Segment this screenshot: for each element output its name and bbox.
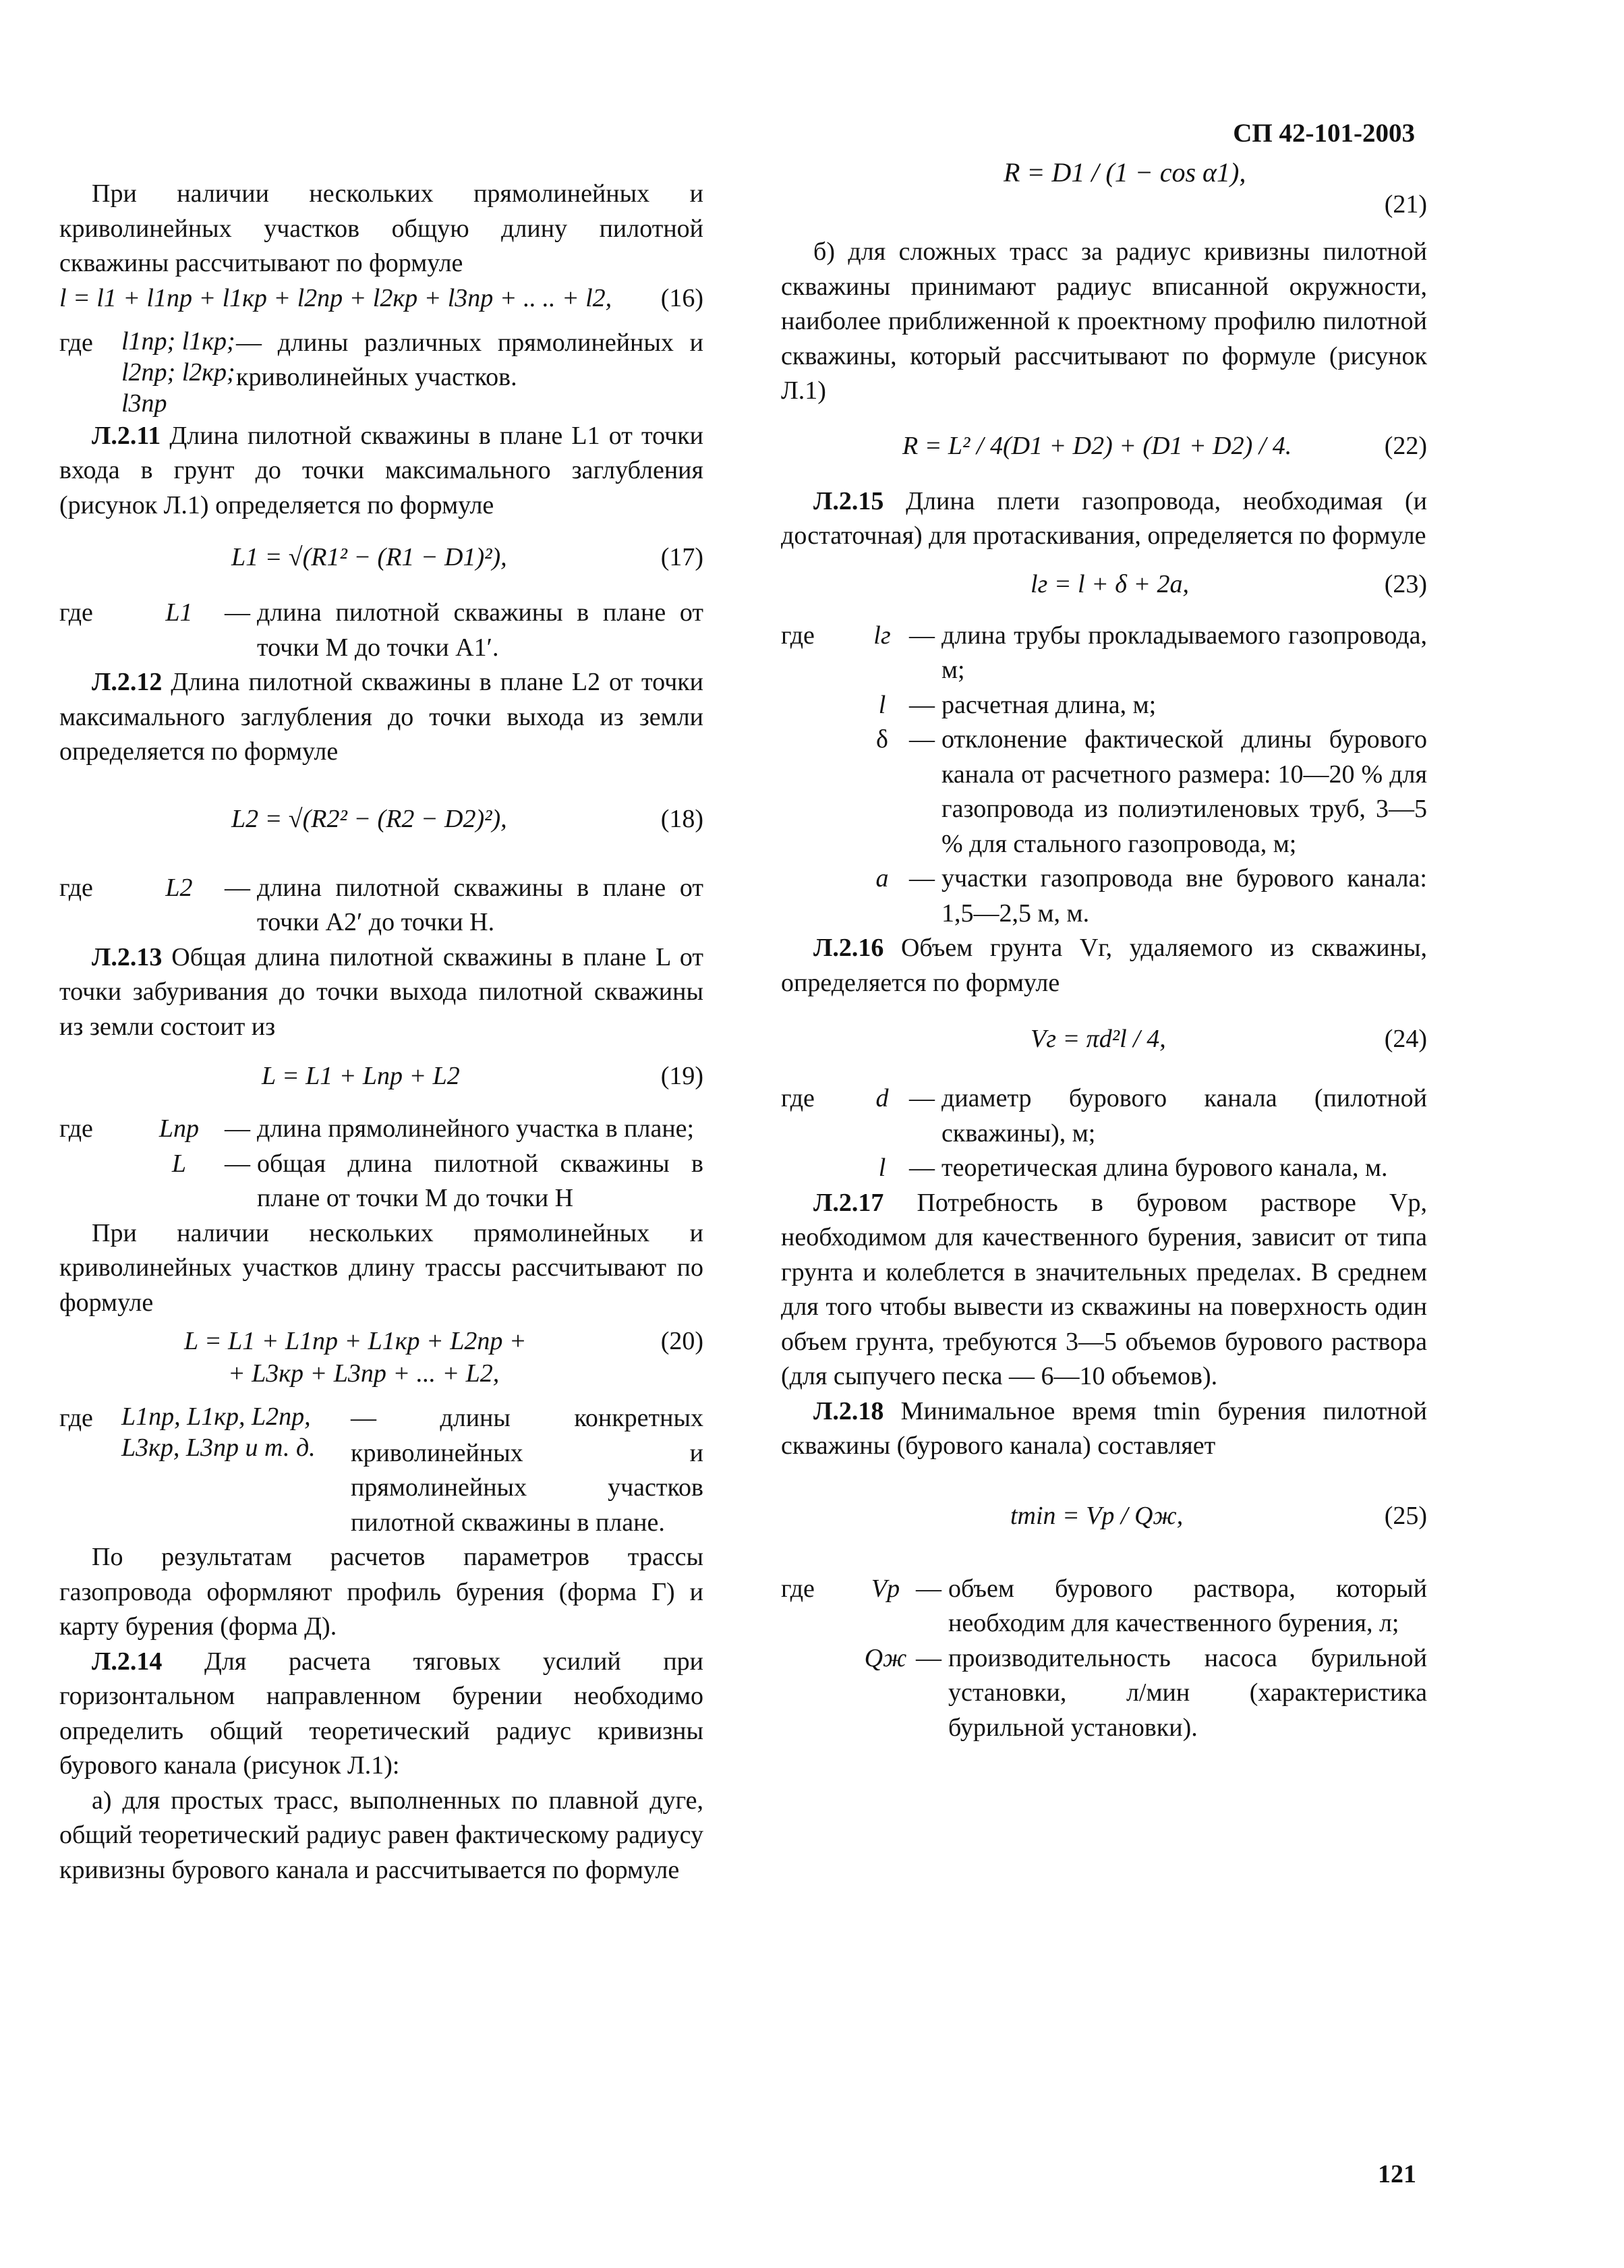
formula-number: (20) [660, 1327, 703, 1355]
where-text: объем бурового раствора, который необходим для качественного бурения, л; [948, 1574, 1427, 1637]
where-block: где lг — длина трубы прокладываемого газопровода, м; [781, 619, 1427, 688]
formula-text-line1: L = L1 + L1пр + L1кр + L2пр + [184, 1327, 527, 1355]
clause-number: Л.2.18 [813, 1396, 884, 1425]
paragraph [781, 1394, 1427, 1464]
left-column [59, 177, 703, 1888]
formula-number: (16) [660, 283, 703, 312]
where-block: l — теоретическая длина бурового канала, м. [781, 1151, 1427, 1186]
where-block: L — общая длина пилотной скважины в плане от точки M до точки H [59, 1147, 703, 1216]
where-label: где [59, 1404, 93, 1432]
where-text: длина пилотной скважины в плане от точки A2′ до точки H. [257, 873, 703, 936]
clause-number: Л.2.16 [813, 934, 884, 962]
clause-text: Потребность в буровом растворе Vр, необходимом для качественного бурения, зависит от типа грунта и колеблется в значительных пределах. В среднем для того чтобы вывести из скважины на поверхность один объем грунта, требуются 3—5 объемов бурового раствора (для сыпучего песка — 6—10 объемов). [781, 1188, 1427, 1390]
where-symbol: Qж [864, 1643, 907, 1672]
formula-16 [59, 281, 703, 326]
formula-20 [59, 1320, 703, 1401]
formula-text-line2: + L3кр + L3пр + ... + L2, [228, 1359, 500, 1388]
where-text: производительность насоса бурильной установки, л/мин (характеристика бурильной установки). [948, 1643, 1427, 1742]
clause-text: Общая длина пилотной скважины в плане L от точки забуривания до точки выхода пилотной скважины из земли состоит из [59, 942, 703, 1041]
formula-25 [781, 1464, 1427, 1572]
where-label: где [781, 1574, 815, 1603]
where-symbol: a [875, 864, 889, 892]
paragraph [59, 1645, 703, 1784]
page-header: СП 42-101-2003 [1233, 119, 1415, 148]
where-symbol: d [875, 1084, 889, 1112]
clause-text: Для расчета тяговых усилий при горизонтальном направленном бурении необходимо определить общий теоретический радиус кривизны бурового канала (рисунок Л.1): [59, 1647, 703, 1780]
formula-text: L1 = √(R1² − (R1 − D1)²), [231, 543, 507, 571]
where-symbol: δ [876, 725, 888, 754]
where-symbol: L2 [165, 873, 193, 902]
where-text: — длины различных прямолинейных и криволинейных участков. [236, 328, 703, 391]
formula-text: R = L² / 4(D1 + D2) + (D1 + D2) / 4. [902, 431, 1292, 460]
where-block: где Lпр — длина прямолинейного участка в плане; [59, 1112, 703, 1147]
formula-number: (17) [660, 543, 703, 571]
paragraph [59, 419, 703, 523]
paragraph: б) для сложных трасс за радиус кривизны пилотной скважины принимают радиус вписанной окружности, наиболее приближенной к проектному профилю пилотной скважины, который рассчитывают по формуле (рисунок Л.1) [781, 237, 1427, 405]
paragraph: При наличии нескольких прямолинейных и криволинейных участков общую длину пилотной скважины рассчитывают по формуле [59, 179, 703, 277]
where-label: где [59, 598, 93, 627]
clause-text: Длина пилотной скважины в плане L1 от точки входа в грунт до точки максимального заглубления (рисунок Л.1) определяется по формуле [59, 421, 703, 519]
formula-number: (22) [1384, 431, 1427, 460]
paragraph [781, 484, 1427, 554]
formula-18 [59, 770, 703, 871]
where-block [59, 326, 703, 419]
where-block: где d — диаметр бурового канала (пилотной скважины), м; [781, 1081, 1427, 1151]
clause-number: Л.2.17 [813, 1188, 884, 1217]
where-symbol: l [878, 690, 886, 719]
paragraph [59, 665, 703, 770]
where-text: расчетная длина, м; [941, 690, 1157, 719]
where-block: δ — отклонение фактической длины бурового канала от расчетного размера: 10—20 % для газопровода из полиэтиленовых труб, 3—5 % для стального газопровода, м; [781, 722, 1427, 861]
formula-24 [781, 1000, 1427, 1081]
where-symbols: l1пр; l1кр; l2пр; l2кр; l3пр [121, 327, 235, 418]
formula-text: l = l1 + l1пр + l1кр + l2пр + l2кр + l3пр + .. .. + l2, [59, 283, 612, 312]
right-column [781, 157, 1428, 1745]
clause-number: Л.2.13 [92, 942, 163, 971]
where-block: где Vр — объем бурового раствора, который необходим для качественного бурения, л; [781, 1572, 1427, 1641]
formula-text: L2 = √(R2² − (R2 − D2)²), [231, 804, 507, 833]
formula-19 [59, 1044, 703, 1112]
where-block: где L1 — длина пилотной скважины в плане от точки М до точки A1′. [59, 596, 703, 665]
paragraph: По результатам расчетов параметров трассы газопровода оформляют профиль бурения (форма Г) и карту бурения (форма Д). [59, 1543, 703, 1641]
where-block: a — участки газопровода вне бурового канала: 1,5—2,5 м, м. [781, 861, 1427, 931]
clause-text: Длина плети газопровода, необходимая (и достаточная) для протаскивания, определяется по формуле [781, 486, 1428, 550]
where-block: l — расчетная длина, м; [781, 688, 1427, 723]
where-symbol: Vр [871, 1574, 900, 1603]
where-text: общая длина пилотной скважины в плане от точки M до точки H [257, 1149, 703, 1212]
paragraph [59, 940, 703, 1045]
formula-number: (18) [660, 804, 703, 833]
where-label: где [781, 1084, 815, 1112]
paragraph: При наличии нескольких прямолинейных и криволинейных участков длину трассы рассчитывают по формуле [59, 1218, 703, 1317]
where-symbol: lг [873, 621, 891, 650]
where-label: где [59, 873, 93, 902]
where-block [59, 1401, 703, 1540]
formula-17 [59, 523, 703, 596]
formula-text: L = L1 + Lпр + L2 [262, 1062, 460, 1090]
where-text: — длины конкретных криволинейных и прямолинейных участков пилотной скважины в плане. [351, 1404, 703, 1537]
clause-text: Минимальное время tmin бурения пилотной скважины (бурового канала) составляет [781, 1396, 1427, 1460]
where-symbol: l [878, 1154, 886, 1182]
formula-number: (19) [660, 1062, 703, 1090]
where-symbol: L1 [165, 598, 193, 627]
formula-number: (25) [1384, 1501, 1427, 1530]
formula-text: Vг = πd²l / 4, [1031, 1025, 1166, 1053]
formula-21 [781, 148, 1427, 235]
clause-text: Объем грунта Vг, удаляемого из скважины, определяется по формуле [781, 934, 1427, 997]
clause-number: Л.2.12 [92, 668, 163, 696]
formula-23 [781, 554, 1427, 619]
paragraph [781, 931, 1427, 1000]
where-text: участки газопровода вне бурового канала: 1,5—2,5 м, м. [941, 864, 1427, 928]
where-text: длина трубы прокладываемого газопровода, м; [941, 621, 1427, 684]
where-text: длина прямолинейного участка в плане; [257, 1114, 695, 1143]
where-label: где [59, 1114, 93, 1143]
formula-22 [781, 409, 1427, 484]
where-symbol: L [171, 1149, 187, 1178]
clause-number: Л.2.15 [813, 486, 884, 515]
clause-number: Л.2.11 [92, 421, 161, 450]
where-label: где [781, 621, 815, 650]
formula-number: (21) [1384, 190, 1427, 219]
formula-text: R = D1 / (1 − cos α1), [1004, 157, 1246, 188]
clause-text: Длина пилотной скважины в плане L2 от точки максимального заглубления до точки выхода из земли определяется по формуле [59, 668, 703, 766]
formula-number: (24) [1384, 1025, 1427, 1053]
formula-text: tmin = Vр / Qж, [1010, 1501, 1184, 1530]
page-number: 121 [1378, 2160, 1416, 2188]
formula-text: lг = l + δ + 2a, [1031, 569, 1190, 598]
where-text: диаметр бурового канала (пилотной скважины), м; [941, 1084, 1427, 1147]
paragraph: а) для простых трасс, выполненных по плавной дуге, общий теоретический радиус равен фактическому радиусу кривизны бурового канала и рассчитывается по формуле [59, 1786, 703, 1884]
where-block: Qж — производительность насоса бурильной установки, л/мин (характеристика бурильной установки). [781, 1641, 1427, 1746]
where-symbols: L1пр, L1кр, L2пр, L3кр, L3пр и т. д. [121, 1402, 316, 1462]
where-text: длина пилотной скважины в плане от точки М до точки A1′. [257, 598, 703, 662]
paragraph [781, 1186, 1427, 1394]
where-text: теоретическая длина бурового канала, м. [941, 1154, 1388, 1182]
where-block: где L2 — длина пилотной скважины в плане от точки A2′ до точки H. [59, 871, 703, 940]
clause-number: Л.2.14 [92, 1647, 163, 1676]
formula-number: (23) [1384, 569, 1427, 598]
where-symbol: Lпр [158, 1114, 200, 1143]
where-label: где [59, 328, 93, 357]
where-text: отклонение фактической длины бурового канала от расчетного размера: 10—20 % для газопровода из полиэтиленовых труб, 3—5 % для стального газопровода, м; [941, 725, 1427, 858]
